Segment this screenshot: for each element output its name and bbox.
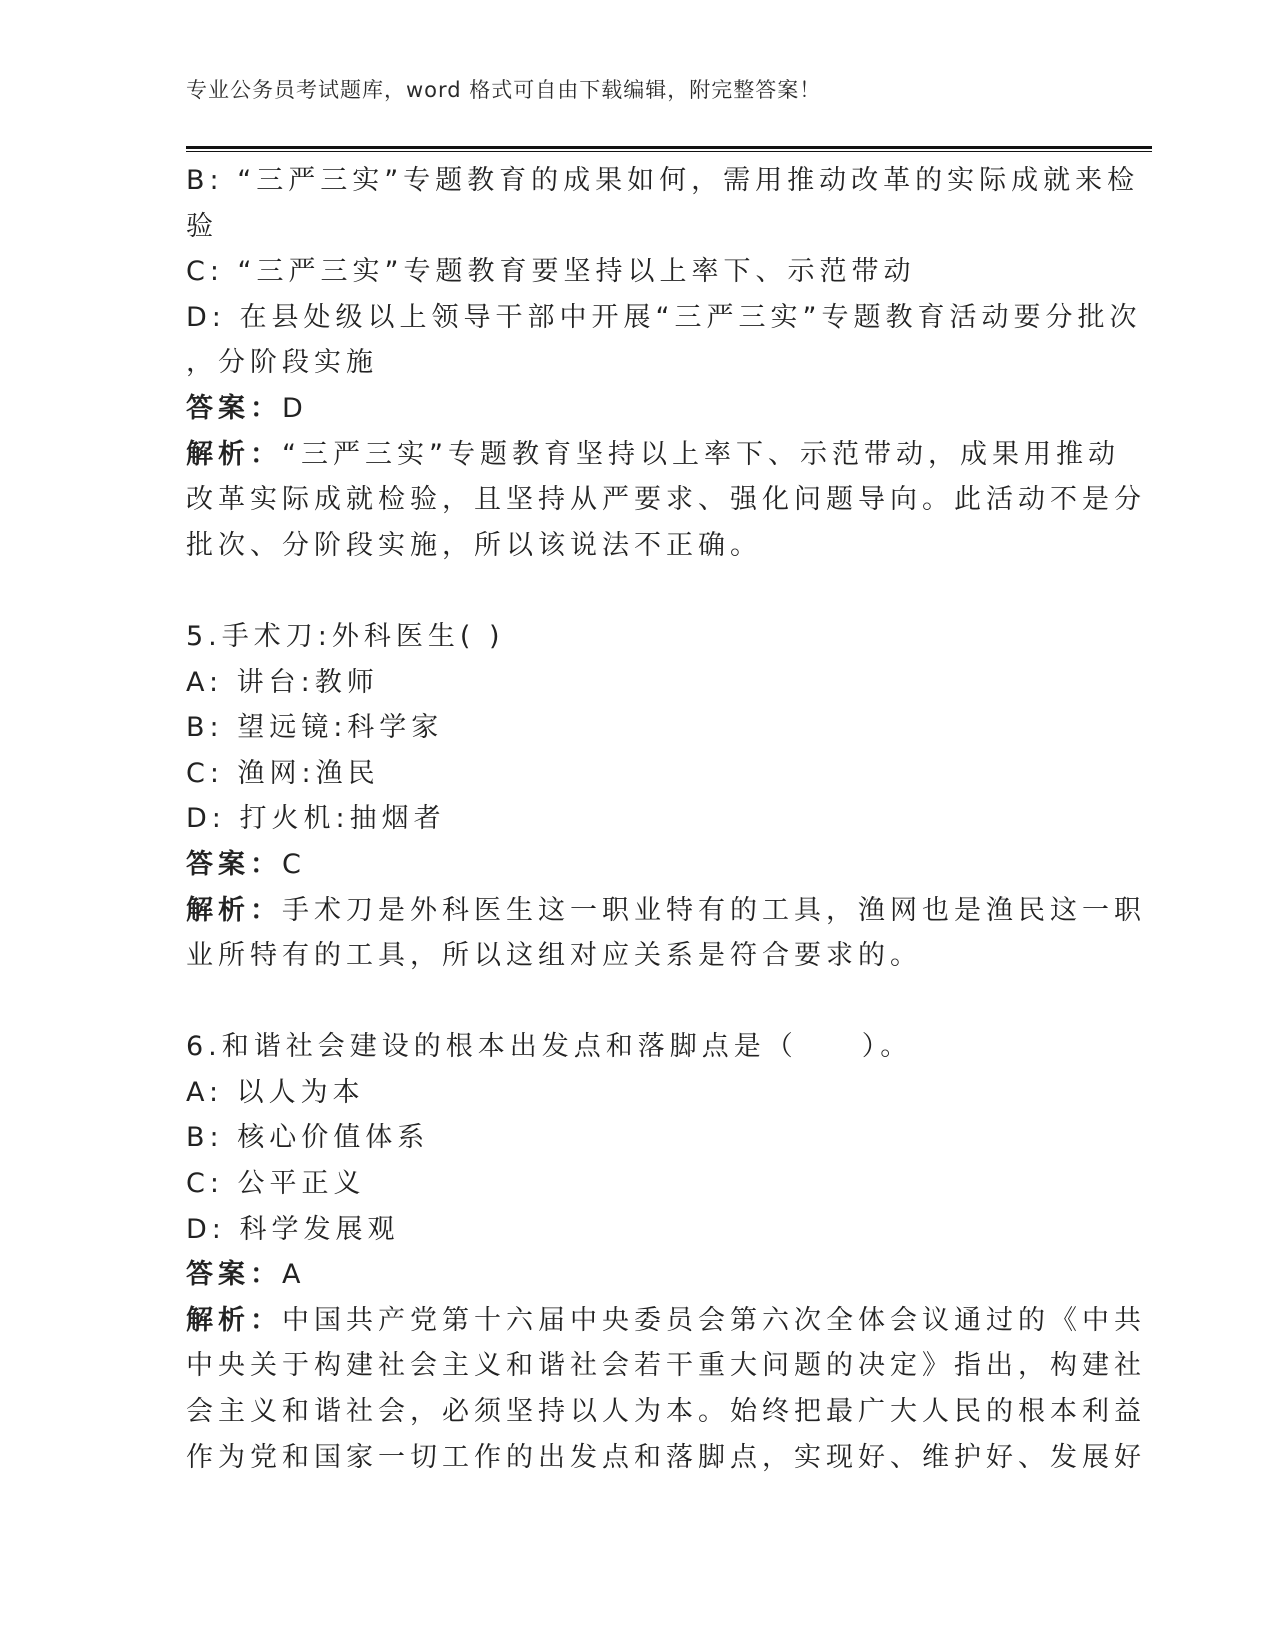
analysis-line: 会主义和谐社会，必须坚持以人为本。始终把最广大人民的根本利益 [186, 1396, 1146, 1428]
option-a: A: 讲台:教师 [186, 666, 379, 698]
option-b [186, 158, 1140, 249]
header-rule-thick [186, 146, 1152, 149]
option-d [186, 295, 1142, 386]
answer [186, 842, 1086, 888]
analysis-line: 批次、分阶段实施，所以该说法不正确。 [186, 529, 762, 561]
analysis-line: “三严三实”专题教育坚持以上率下、示范带动，成果用推动 [282, 438, 1120, 470]
option-c [186, 249, 1086, 295]
analysis [186, 432, 1146, 569]
analysis [186, 1298, 1146, 1480]
question-block [186, 1024, 1146, 1480]
option-line: D: 在县处级以上领导干部中开展“三严三实”专题教育活动要分批次 [186, 301, 1142, 333]
question-block [186, 614, 1146, 979]
answer-label: 答案： [186, 848, 282, 880]
option-c: C: 渔网:渔民 [186, 757, 380, 789]
answer-value: C [282, 848, 306, 880]
block-spacer [186, 568, 1086, 614]
analysis-line: 改革实际成就检验，且坚持从严要求、强化问题导向。此活动不是分 [186, 484, 1146, 516]
answer-value: D [282, 392, 308, 424]
question-block [186, 158, 1146, 568]
option-line: 验 [186, 210, 218, 242]
question-stem: 6.和谐社会建设的根本出发点和落脚点是（ ）。 [186, 1031, 913, 1063]
analysis-line: 手术刀是外科医生这一职业特有的工具，渔网也是渔民这一职 [282, 894, 1146, 926]
question-stem: 5.手术刀:外科医生( ) [186, 620, 505, 652]
answer-label: 答案： [186, 1259, 282, 1291]
page-header: 专业公务员考试题库，word 格式可自由下载编辑，附完整答案！ [186, 78, 822, 102]
analysis-label: 解析： [186, 1304, 282, 1336]
analysis-line: 中国共产党第十六届中央委员会第六次全体会议通过的《中共 [282, 1304, 1146, 1336]
answer [186, 386, 1086, 432]
document-body [186, 158, 1146, 1480]
analysis [186, 888, 1146, 979]
answer-value: A [282, 1259, 306, 1291]
analysis-label: 解析： [186, 894, 282, 926]
analysis-line: 中央关于构建社会主义和谐社会若干重大问题的决定》指出，构建社 [186, 1350, 1146, 1382]
option-a: A: 以人为本 [186, 1076, 365, 1108]
option-line: B: “三严三实”专题教育的成果如何，需用推动改革的实际成就来检 [186, 165, 1140, 196]
option-line: ，分阶段实施 [186, 347, 378, 379]
option-d: D: 打火机:抽烟者 [186, 803, 446, 835]
block-spacer [186, 979, 1086, 1025]
option-d: D: 科学发展观 [186, 1213, 400, 1245]
analysis-line: 业所特有的工具，所以这组对应关系是符合要求的。 [186, 940, 922, 972]
answer-label: 答案： [186, 392, 282, 424]
option-b: B: 核心价值体系 [186, 1122, 430, 1154]
option-line: C: “三严三实”专题教育要坚持以上率下、示范带动 [186, 256, 916, 288]
option-b: B: 望远镜:科学家 [186, 712, 444, 744]
analysis-line: 作为党和国家一切工作的出发点和落脚点，实现好、维护好、发展好 [186, 1441, 1146, 1473]
header-rule-thin [186, 151, 1152, 152]
option-c: C: 公平正义 [186, 1168, 366, 1200]
answer [186, 1252, 1086, 1298]
analysis-label: 解析： [186, 438, 282, 470]
